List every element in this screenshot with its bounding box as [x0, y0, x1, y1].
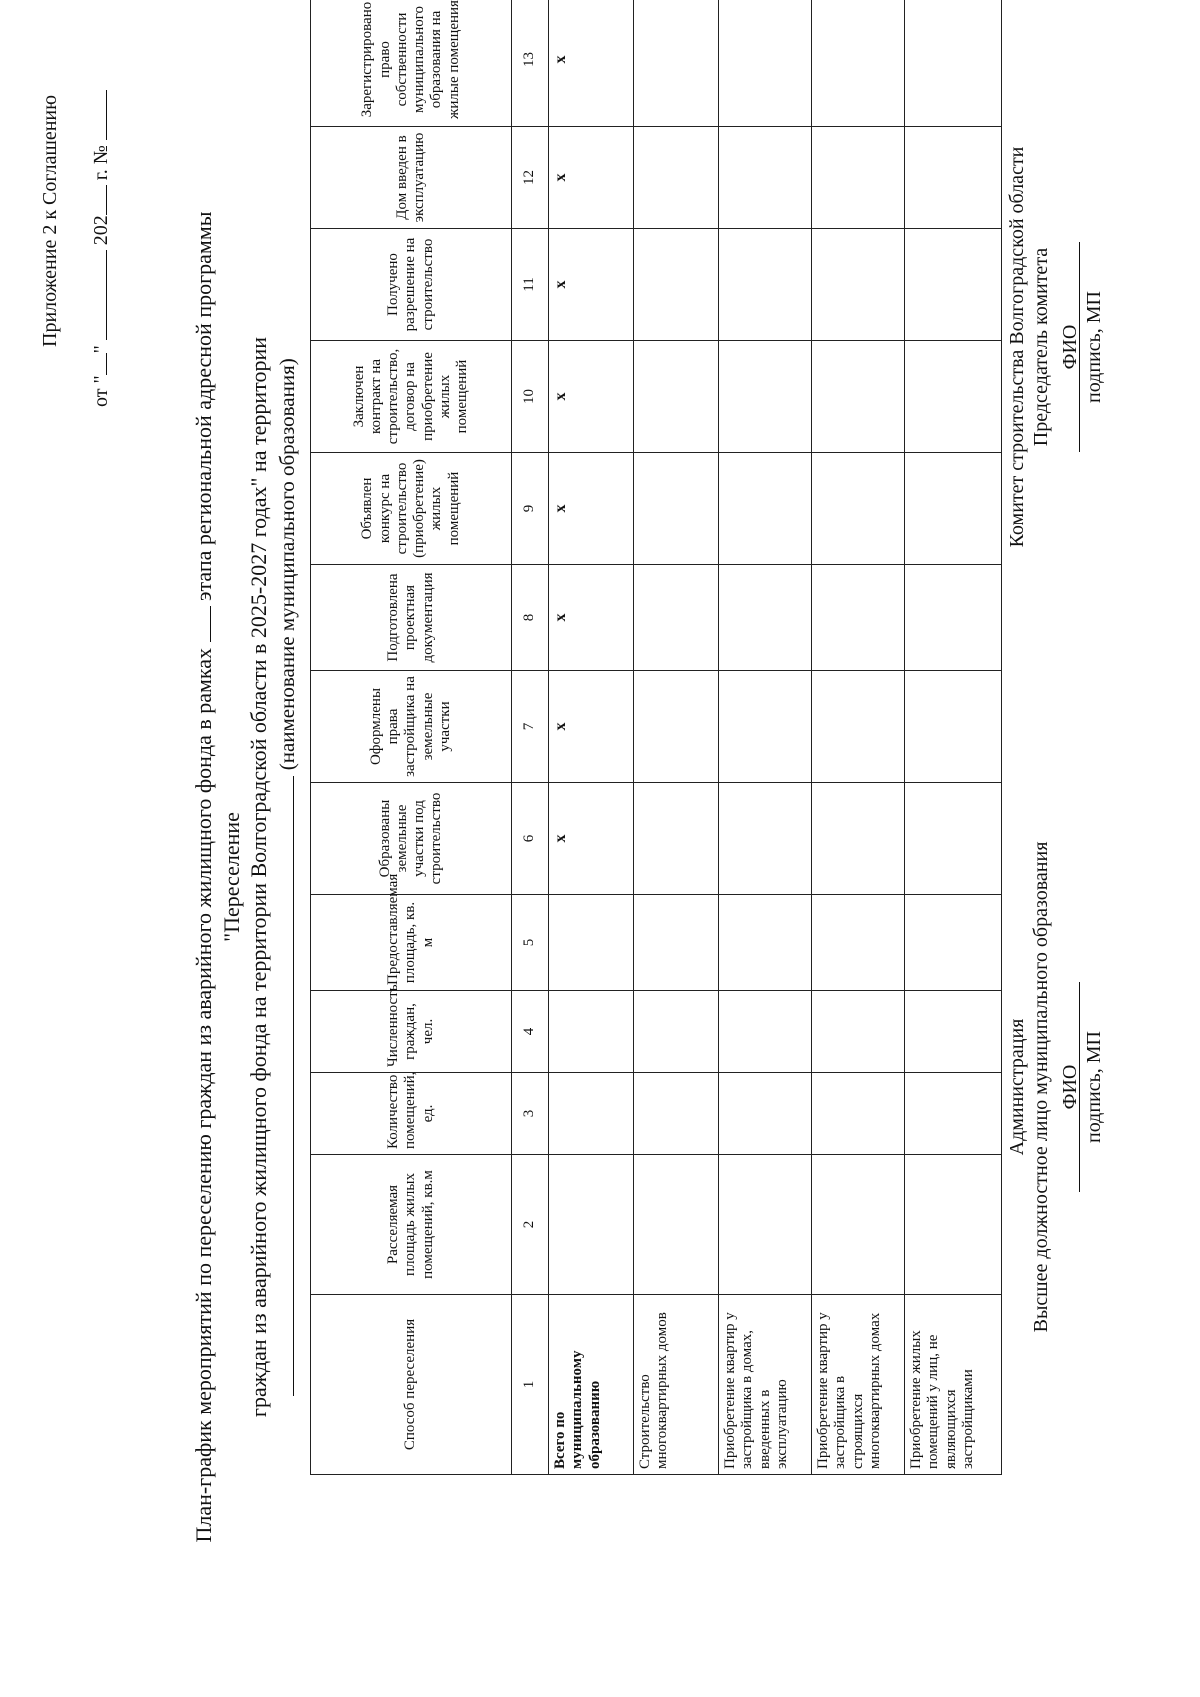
table-cell [812, 0, 905, 127]
resettlement-method: Приобретение жилых помещений у лиц, не являющихся застройщиками [905, 1295, 1002, 1475]
table-cell [719, 453, 812, 565]
column-number: 4 [512, 991, 549, 1073]
table-cell [719, 229, 812, 341]
table-cell [634, 671, 719, 783]
table-cell [634, 453, 719, 565]
table-cell [549, 1073, 634, 1155]
signature-municipality-caption: подпись, МП [1083, 1031, 1105, 1143]
table-cell [634, 341, 719, 453]
annex-dateline [88, 27, 113, 407]
table-cell [905, 1073, 1002, 1155]
table-cell: x [549, 127, 634, 229]
annex-title: Приложение 2 к Соглашению [39, 94, 61, 347]
year-blank [88, 185, 107, 215]
column-header: Способ переселения [311, 1295, 512, 1475]
table-cell [905, 1155, 1002, 1295]
table-cell [634, 1073, 719, 1155]
column-header: Заключен контракт на строительство, договор на приобретение жилых помещений [311, 341, 512, 453]
table-cell [812, 895, 905, 991]
table-cell [719, 671, 812, 783]
resettlement-method: Всего по муниципальному образованию [549, 1295, 634, 1475]
column-number: 7 [512, 671, 549, 783]
table-cell [905, 783, 1002, 895]
table-cell [634, 127, 719, 229]
number-blank [88, 90, 107, 140]
table-cell: x [549, 671, 634, 783]
table-cell [905, 127, 1002, 229]
table-cell [634, 0, 719, 127]
date-quote: " [90, 345, 112, 354]
table-cell [634, 991, 719, 1073]
table-cell [905, 895, 1002, 991]
signature-committee-caption: подпись, МП [1083, 291, 1105, 403]
column-header: Объявлен конкурс на строительство (приобретение) жилых помещений [311, 453, 512, 565]
heading-line-2: граждан из аварийного жилищного фонда на территории Волгоградской области в 2025-2027 годах" на территории [246, 336, 271, 1418]
table-cell [549, 991, 634, 1073]
table-cell: x [549, 565, 634, 671]
table-cell [905, 0, 1002, 127]
column-header: Количество помещений, ед. [311, 1073, 512, 1155]
table-cell [719, 895, 812, 991]
column-header: Зарегистрировано право собственности муниципального образования на жилые помещения [311, 0, 512, 127]
table-cell [719, 783, 812, 895]
column-number: 9 [512, 453, 549, 565]
table-cell: x [549, 783, 634, 895]
column-number: 8 [512, 565, 549, 671]
column-number: 3 [512, 1073, 549, 1155]
plan-table-body [311, 0, 1002, 1475]
signature-committee-position: Председатель комитета [1030, 247, 1052, 447]
table-cell [634, 1155, 719, 1295]
table-cell: x [549, 341, 634, 453]
table-cell [812, 671, 905, 783]
column-number: 11 [512, 229, 549, 341]
plan-table [310, 0, 1002, 1475]
stage-blank [192, 606, 211, 642]
table-cell [812, 783, 905, 895]
municipality-blank [273, 776, 294, 1396]
heading-line-3 [273, 197, 301, 1557]
column-header: Расселяемая площадь жилых помещений, кв.м [311, 1155, 512, 1295]
table-cell: x [549, 453, 634, 565]
table-cell [719, 565, 812, 671]
resettlement-method: Приобретение квартир у застройщика в домах, введенных в эксплуатацию [719, 1295, 812, 1475]
table-cell [719, 0, 812, 127]
column-number: 5 [512, 895, 549, 991]
heading-line-1 [190, 197, 245, 1557]
table-cell [905, 229, 1002, 341]
column-header: Подготовлена проектная документация [311, 565, 512, 671]
table-row [549, 0, 634, 1475]
column-header: Получено разрешение на строительство [311, 229, 512, 341]
table-cell [719, 1073, 812, 1155]
signature-municipality-fio: ФИО [1059, 1064, 1081, 1110]
column-header: Численность граждан, чел. [311, 991, 512, 1073]
table-cell [812, 1073, 905, 1155]
column-number: 12 [512, 127, 549, 229]
municipality-caption: (наименование муниципального образования) [274, 358, 299, 771]
table-cell [719, 1155, 812, 1295]
table-cell [812, 229, 905, 341]
signature-committee-org: Комитет строительства Волгоградской области [1006, 146, 1028, 548]
document-heading [190, 197, 300, 1557]
number-label: г. № [90, 145, 112, 181]
table-row [905, 0, 1002, 1475]
resettlement-method: Приобретение квартир у застройщика в строящихся многоквартирных домах [812, 1295, 905, 1475]
signature-committee [1005, 67, 1106, 627]
table-cell [812, 1155, 905, 1295]
table-cell [812, 127, 905, 229]
signature-municipality-org: Администрация [1006, 1018, 1028, 1156]
table-cell [634, 565, 719, 671]
signature-municipality-position: Высшее должностное лицо муниципального образования [1030, 841, 1052, 1333]
column-number: 13 [512, 0, 549, 127]
table-cell [719, 341, 812, 453]
month-blank [88, 250, 107, 340]
date-prefix: от " [90, 375, 112, 407]
table-row [634, 0, 719, 1475]
signature-municipality [1005, 807, 1106, 1367]
table-row [812, 0, 905, 1475]
column-number: 10 [512, 341, 549, 453]
table-cell [905, 671, 1002, 783]
signature-committee-fio: ФИО [1059, 324, 1081, 370]
column-header: Оформлены права застройщика на земельные участки [311, 671, 512, 783]
table-cell [905, 565, 1002, 671]
table-cell [634, 783, 719, 895]
table-cell [905, 991, 1002, 1073]
heading-line-1-part-a: План-график мероприятий по переселению граждан из аварийного жилищного фонда в рамках [191, 647, 216, 1543]
column-number: 2 [512, 1155, 549, 1295]
table-cell [719, 127, 812, 229]
table-cell [549, 895, 634, 991]
day-blank [88, 353, 107, 375]
table-cell [905, 341, 1002, 453]
column-header: Дом введен в эксплуатацию [311, 127, 512, 229]
column-header: Предоставляемая площадь, кв. м [311, 895, 512, 991]
table-cell: x [549, 229, 634, 341]
table-cell [634, 895, 719, 991]
resettlement-method: Строительство многоквартирных домов [634, 1295, 719, 1475]
column-number: 1 [512, 1295, 549, 1475]
table-cell [634, 229, 719, 341]
table-cell [812, 565, 905, 671]
heading-line-1-part-b: этапа региональной адресной программы "Переселение [191, 211, 244, 942]
table-cell [719, 991, 812, 1073]
column-number: 6 [512, 783, 549, 895]
table-cell: x [549, 0, 634, 127]
table-cell [812, 341, 905, 453]
table-cell [549, 1155, 634, 1295]
annex-block [38, 27, 113, 407]
table-cell [812, 991, 905, 1073]
table-cell [905, 453, 1002, 565]
year-prefix: 202 [90, 215, 112, 246]
table-cell [812, 453, 905, 565]
table-row [719, 0, 812, 1475]
column-header: Образованы земельные участки под строительство [311, 783, 512, 895]
